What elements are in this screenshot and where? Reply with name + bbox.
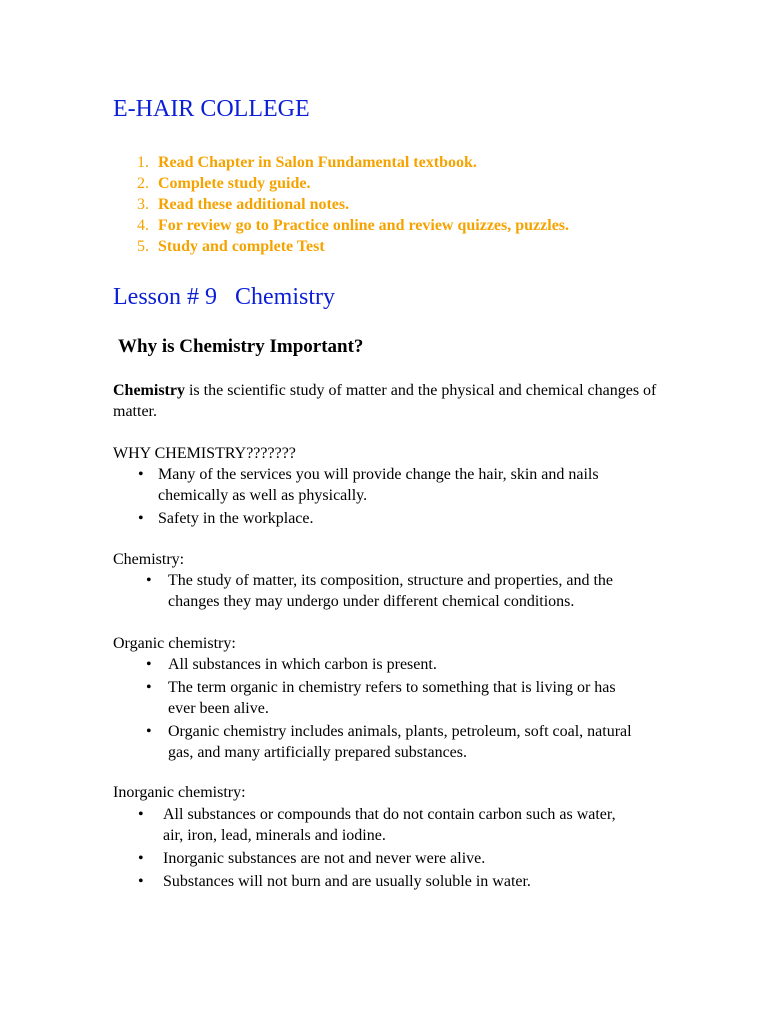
list-item xyxy=(113,677,638,719)
bullet-text: Substances will not burn and are usually soluble in water. xyxy=(163,873,531,890)
list-item xyxy=(113,721,638,763)
section-question: Why is Chemistry Important? xyxy=(118,336,364,357)
inorganic-bullets xyxy=(113,804,623,894)
organic-heading: Organic chemistry: xyxy=(113,635,236,652)
step-text: Read Chapter in Salon Fundamental textbook. xyxy=(158,154,477,171)
bullet-icon: • xyxy=(138,873,144,890)
step-text: Complete study guide. xyxy=(158,175,311,192)
bullet-icon: • xyxy=(138,850,144,867)
list-item xyxy=(113,508,653,529)
bullet-text: The term organic in chemistry refers to something that is living or has ever been alive. xyxy=(168,679,616,717)
study-step xyxy=(113,194,569,215)
why-heading: WHY CHEMISTRY??????? xyxy=(113,445,296,462)
bullet-text: All substances or compounds that do not contain carbon such as water, air, iron, lead, minerals and iodine. xyxy=(163,806,616,844)
step-number: 4. xyxy=(137,217,149,234)
bullet-icon: • xyxy=(146,656,152,673)
definition-text: is the scientific study of matter and the physical and chemical changes of matter. xyxy=(113,382,657,420)
study-step xyxy=(113,152,569,173)
bullet-icon: • xyxy=(146,679,152,696)
college-title: E-HAIR COLLEGE xyxy=(113,96,310,122)
bullet-icon: • xyxy=(138,806,144,823)
bullet-icon: • xyxy=(138,510,144,527)
study-steps-list xyxy=(113,152,569,257)
bullet-icon: • xyxy=(138,466,144,483)
step-number: 5. xyxy=(137,238,149,255)
organic-bullets xyxy=(113,654,638,765)
list-item xyxy=(113,464,653,506)
bullet-text: Inorganic substances are not and never were alive. xyxy=(163,850,486,867)
chemistry-bullets xyxy=(113,570,653,614)
study-step xyxy=(113,173,569,194)
list-item xyxy=(113,871,623,892)
definition-term: Chemistry xyxy=(113,382,185,399)
inorganic-heading: Inorganic chemistry: xyxy=(113,784,246,801)
step-number: 2. xyxy=(137,175,149,192)
bullet-icon: • xyxy=(146,723,152,740)
bullet-text: The study of matter, its composition, structure and properties, and the changes they may undergo under different chemical conditions. xyxy=(168,572,614,610)
bullet-text: All substances in which carbon is present. xyxy=(168,656,437,673)
bullet-text: Organic chemistry includes animals, plants, petroleum, soft coal, natural gas, and many artificially prepared substances. xyxy=(168,723,632,761)
chemistry-definition xyxy=(113,380,673,422)
step-text: Study and complete Test xyxy=(158,238,325,255)
bullet-icon: • xyxy=(146,572,152,589)
list-item xyxy=(113,848,623,869)
chemistry-heading: Chemistry: xyxy=(113,551,185,568)
list-item xyxy=(113,804,623,846)
step-number: 1. xyxy=(137,154,149,171)
bullet-text: Many of the services you will provide change the hair, skin and nails chemically as well as physically. xyxy=(158,466,599,504)
step-number: 3. xyxy=(137,196,149,213)
step-text: For review go to Practice online and review quizzes, puzzles. xyxy=(158,217,570,234)
study-step xyxy=(113,236,569,257)
list-item xyxy=(113,654,638,675)
study-step xyxy=(113,215,569,236)
why-bullets xyxy=(113,464,653,531)
lesson-heading: Lesson # 9 Chemistry xyxy=(113,284,335,310)
bullet-text: Safety in the workplace. xyxy=(158,510,314,527)
list-item xyxy=(113,570,653,612)
step-text: Read these additional notes. xyxy=(158,196,350,213)
